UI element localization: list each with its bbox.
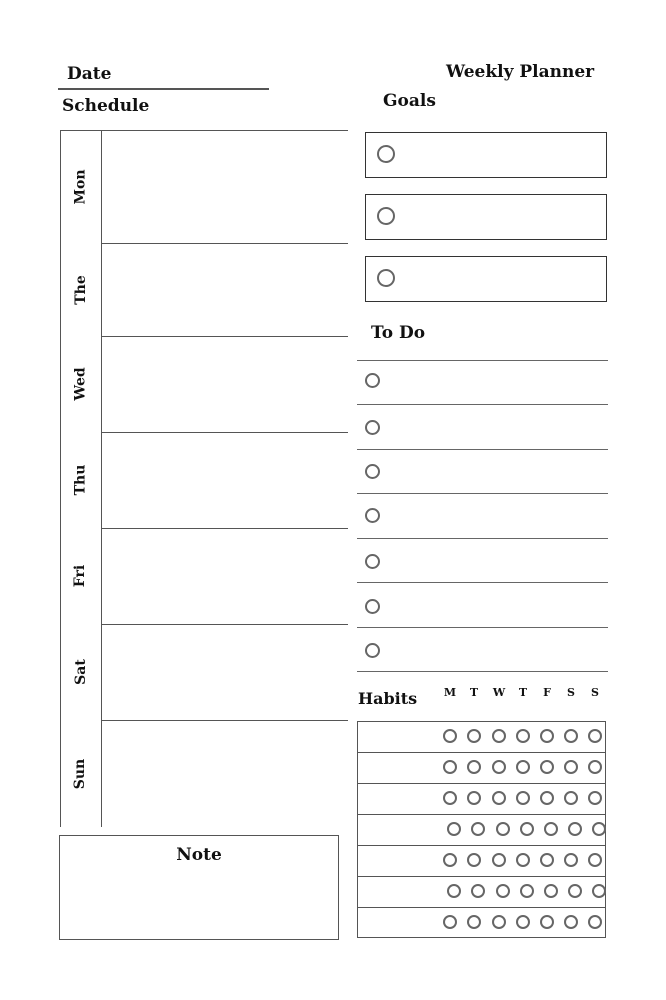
todo-line [357, 582, 608, 583]
day-name: The [72, 274, 89, 305]
day-entry-area[interactable] [102, 243, 348, 336]
habit-check-circle[interactable] [447, 822, 461, 836]
habit-check-circle[interactable] [471, 884, 485, 898]
todo-checkbox-circle[interactable] [365, 420, 380, 435]
habit-check-circle[interactable] [467, 791, 481, 805]
habit-row-line [357, 845, 606, 846]
note-title: Note [176, 845, 222, 865]
todo-line [357, 627, 608, 628]
habit-check-circle[interactable] [492, 791, 506, 805]
habit-check-circle[interactable] [492, 853, 506, 867]
day-label-4 [60, 528, 101, 624]
day-name: Fri [72, 564, 89, 588]
habit-check-circle[interactable] [467, 915, 481, 929]
date-line[interactable] [58, 88, 269, 90]
todo-line [357, 493, 608, 494]
page-title: Weekly Planner [446, 62, 595, 82]
habit-row-line [357, 876, 606, 877]
goal-box[interactable] [365, 194, 607, 240]
day-label-3 [60, 432, 101, 528]
habit-row-line [357, 814, 606, 815]
todo-checkbox-circle[interactable] [365, 464, 380, 479]
day-name: Sun [72, 758, 89, 789]
todo-line [357, 671, 608, 672]
habit-check-circle[interactable] [520, 822, 534, 836]
habit-row-line [357, 783, 606, 784]
day-name: Mon [72, 168, 89, 205]
habit-check-circle[interactable] [520, 884, 534, 898]
habit-check-circle[interactable] [471, 822, 485, 836]
todo-line [357, 360, 608, 361]
todo-checkbox-circle[interactable] [365, 554, 380, 569]
todo-title: To Do [371, 323, 426, 343]
habit-row-line [357, 907, 606, 908]
habit-check-circle[interactable] [540, 853, 554, 867]
habit-check-circle[interactable] [592, 822, 606, 836]
goal-checkbox-circle[interactable] [377, 269, 395, 287]
habit-check-circle[interactable] [492, 915, 506, 929]
goal-box[interactable] [365, 256, 607, 302]
habit-day-letter: T [469, 686, 479, 699]
habit-check-circle[interactable] [564, 760, 578, 774]
todo-checkbox-circle[interactable] [365, 599, 380, 614]
habit-check-circle[interactable] [540, 791, 554, 805]
day-entry-area[interactable] [102, 130, 348, 243]
habit-check-circle[interactable] [516, 915, 530, 929]
day-name: Sat [72, 659, 89, 685]
habit-check-circle[interactable] [443, 853, 457, 867]
habit-check-circle[interactable] [568, 884, 582, 898]
goal-checkbox-circle[interactable] [377, 145, 395, 163]
habit-check-circle[interactable] [568, 822, 582, 836]
todo-checkbox-circle[interactable] [365, 508, 380, 523]
day-entry-area[interactable] [102, 528, 348, 624]
day-label-5 [60, 624, 101, 720]
habit-check-circle[interactable] [564, 729, 578, 743]
habit-check-circle[interactable] [496, 822, 510, 836]
day-label-2 [60, 336, 101, 432]
habit-check-circle[interactable] [467, 853, 481, 867]
habit-day-letter: M [443, 686, 457, 699]
habit-check-circle[interactable] [447, 884, 461, 898]
habit-check-circle[interactable] [540, 760, 554, 774]
habit-check-circle[interactable] [544, 884, 558, 898]
todo-line [357, 404, 608, 405]
habit-check-circle[interactable] [564, 853, 578, 867]
habit-check-circle[interactable] [564, 791, 578, 805]
day-label-6 [60, 720, 101, 827]
habit-check-circle[interactable] [588, 915, 602, 929]
todo-checkbox-circle[interactable] [365, 373, 380, 388]
habit-check-circle[interactable] [516, 729, 530, 743]
schedule-title: Schedule [62, 96, 150, 116]
day-name: Wed [72, 367, 89, 401]
habit-check-circle[interactable] [443, 915, 457, 929]
habit-check-circle[interactable] [496, 884, 510, 898]
habit-check-circle[interactable] [540, 729, 554, 743]
habit-check-circle[interactable] [516, 853, 530, 867]
goal-checkbox-circle[interactable] [377, 207, 395, 225]
habit-day-letter: S [567, 686, 575, 699]
day-entry-area[interactable] [102, 720, 348, 827]
goal-box[interactable] [365, 132, 607, 178]
habit-day-letter: F [543, 686, 551, 699]
goals-title: Goals [383, 91, 436, 111]
day-entry-area[interactable] [102, 336, 348, 432]
habit-check-circle[interactable] [588, 791, 602, 805]
habit-check-circle[interactable] [467, 760, 481, 774]
todo-line [357, 538, 608, 539]
habit-check-circle[interactable] [564, 915, 578, 929]
habit-day-letter: S [591, 686, 599, 699]
habits-title: Habits [358, 689, 418, 708]
habit-check-circle[interactable] [492, 729, 506, 743]
habit-check-circle[interactable] [588, 729, 602, 743]
habit-check-circle[interactable] [443, 791, 457, 805]
habit-check-circle[interactable] [588, 853, 602, 867]
habit-check-circle[interactable] [492, 760, 506, 774]
date-label: Date [67, 64, 112, 84]
habit-check-circle[interactable] [588, 760, 602, 774]
day-label-0 [60, 130, 101, 243]
day-label-1 [60, 243, 101, 336]
day-name: Thu [72, 464, 89, 496]
habit-check-circle[interactable] [544, 822, 558, 836]
habit-check-circle[interactable] [540, 915, 554, 929]
habit-row-line [357, 752, 606, 753]
todo-checkbox-circle[interactable] [365, 643, 380, 658]
habit-day-letter: T [518, 686, 528, 699]
habit-check-circle[interactable] [516, 791, 530, 805]
habit-check-circle[interactable] [467, 729, 481, 743]
habit-check-circle[interactable] [592, 884, 606, 898]
day-entry-area[interactable] [102, 624, 348, 720]
habit-day-letter: W [492, 686, 506, 699]
habit-check-circle[interactable] [443, 760, 457, 774]
habit-check-circle[interactable] [516, 760, 530, 774]
todo-line [357, 449, 608, 450]
day-entry-area[interactable] [102, 432, 348, 528]
habit-check-circle[interactable] [443, 729, 457, 743]
